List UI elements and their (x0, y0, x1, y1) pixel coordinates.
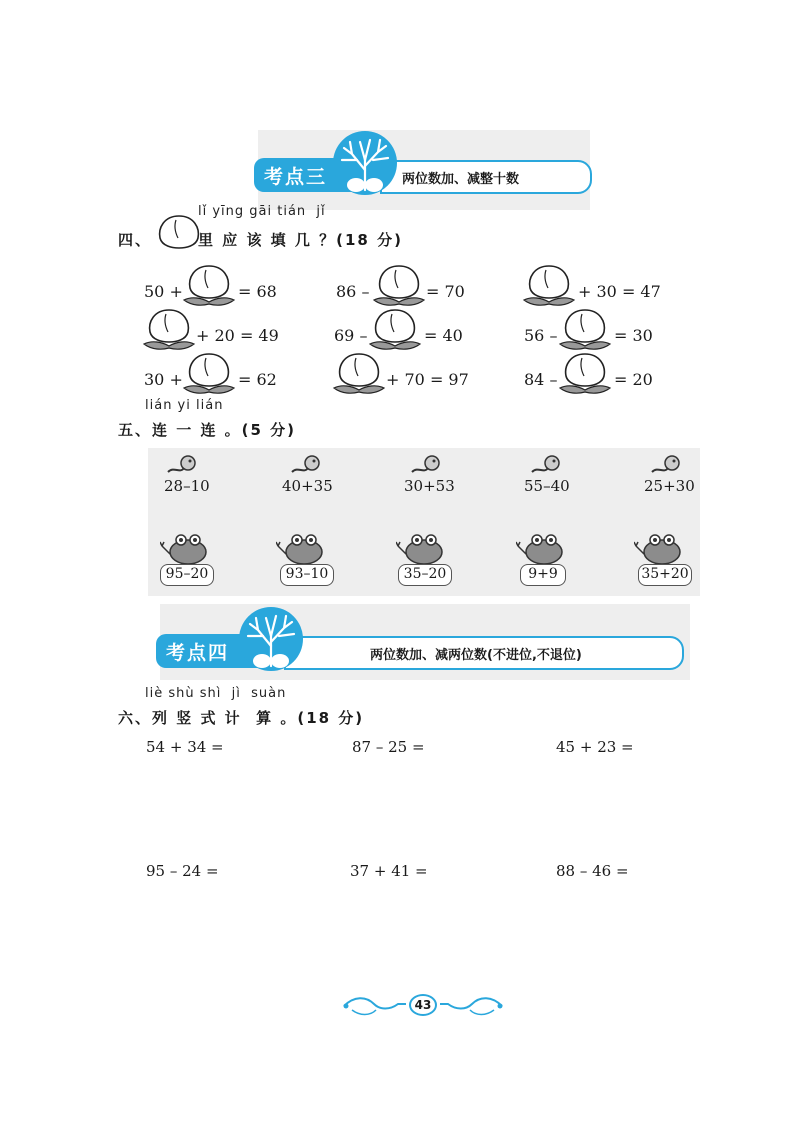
snake-icon (410, 454, 440, 476)
frog-expression-4: 9+9 (520, 564, 566, 586)
calc-problem-4: 95 – 24 = (146, 862, 219, 880)
calc-problem-6: 88 – 46 = (556, 862, 629, 880)
banner-3-topic: 两位数加、减整十数 (380, 160, 592, 194)
frog-expression-2: 93–10 (280, 564, 334, 586)
frog-expression-5: 35+20 (638, 564, 692, 586)
frog-expression-3: 35–20 (398, 564, 452, 586)
equation-7-right: = 62 (238, 370, 277, 389)
snake-expression-1: 28–10 (164, 477, 210, 495)
banner-4-topic: 两位数加、减两位数(不进位,不退位) (284, 636, 684, 670)
page-number: 43 (409, 994, 437, 1016)
peach-icon (140, 306, 198, 352)
section-5-pinyin: lián yi lián (145, 398, 224, 413)
snake-expression-5: 25+30 (644, 477, 695, 495)
calc-problem-3: 45 + 23 = (556, 738, 634, 756)
equation-2-left: 86 – (336, 282, 370, 301)
equation-3-right: + 30 = 47 (578, 282, 661, 301)
calc-problem-2: 87 – 25 = (352, 738, 425, 756)
section-5-title: 五、连 一 连 。(5 分) (118, 421, 297, 439)
section-6-pinyin: liè shù shì jì suàn (145, 686, 287, 701)
snake-icon (650, 454, 680, 476)
peach-icon (556, 350, 614, 396)
section-4-pinyin: lǐ yīng gāi tián jǐ (198, 204, 326, 219)
equation-5-right: = 40 (424, 326, 463, 345)
tree-icon (330, 130, 400, 196)
frog-icon (516, 532, 568, 566)
equation-1-right: = 68 (238, 282, 277, 301)
tree-icon (236, 606, 306, 672)
peach-icon (180, 262, 238, 308)
equation-1-left: 50 + (144, 282, 183, 301)
snake-expression-4: 55–40 (524, 477, 570, 495)
section-4-title: 里 应 该 填 几 ？(18 分) (198, 231, 403, 249)
snake-icon (290, 454, 320, 476)
frog-icon (396, 532, 448, 566)
equation-6-left: 56 – (524, 326, 558, 345)
equation-8-right: + 70 = 97 (386, 370, 469, 389)
peach-icon (330, 350, 388, 396)
calc-problem-1: 54 + 34 = (146, 738, 224, 756)
snake-icon (530, 454, 560, 476)
frog-icon (634, 532, 686, 566)
peach-icon (370, 262, 428, 308)
equation-4-right: + 20 = 49 (196, 326, 279, 345)
snake-icon (166, 454, 196, 476)
equation-5-left: 69 – (334, 326, 368, 345)
equation-7-left: 30 + (144, 370, 183, 389)
banner-3-tab: 考点三 (254, 158, 354, 192)
snake-expression-3: 30+53 (404, 477, 455, 495)
peach-icon (180, 350, 238, 396)
equation-9-left: 84 – (524, 370, 558, 389)
frog-expression-1: 95–20 (160, 564, 214, 586)
equation-9-right: = 20 (614, 370, 653, 389)
equation-2-right: = 70 (426, 282, 465, 301)
peach-icon (520, 262, 578, 308)
frog-icon (160, 532, 212, 566)
peach-icon (366, 306, 424, 352)
calc-problem-5: 37 + 41 = (350, 862, 428, 880)
peach-icon (556, 306, 614, 352)
section-6-title: 六、列 竖 式 计 算 。(18 分) (118, 709, 365, 727)
section-4-prefix: 四、 (118, 231, 153, 249)
banner-4-tab: 考点四 (156, 634, 260, 668)
snake-expression-2: 40+35 (282, 477, 333, 495)
frog-icon (276, 532, 328, 566)
equation-6-right: = 30 (614, 326, 653, 345)
